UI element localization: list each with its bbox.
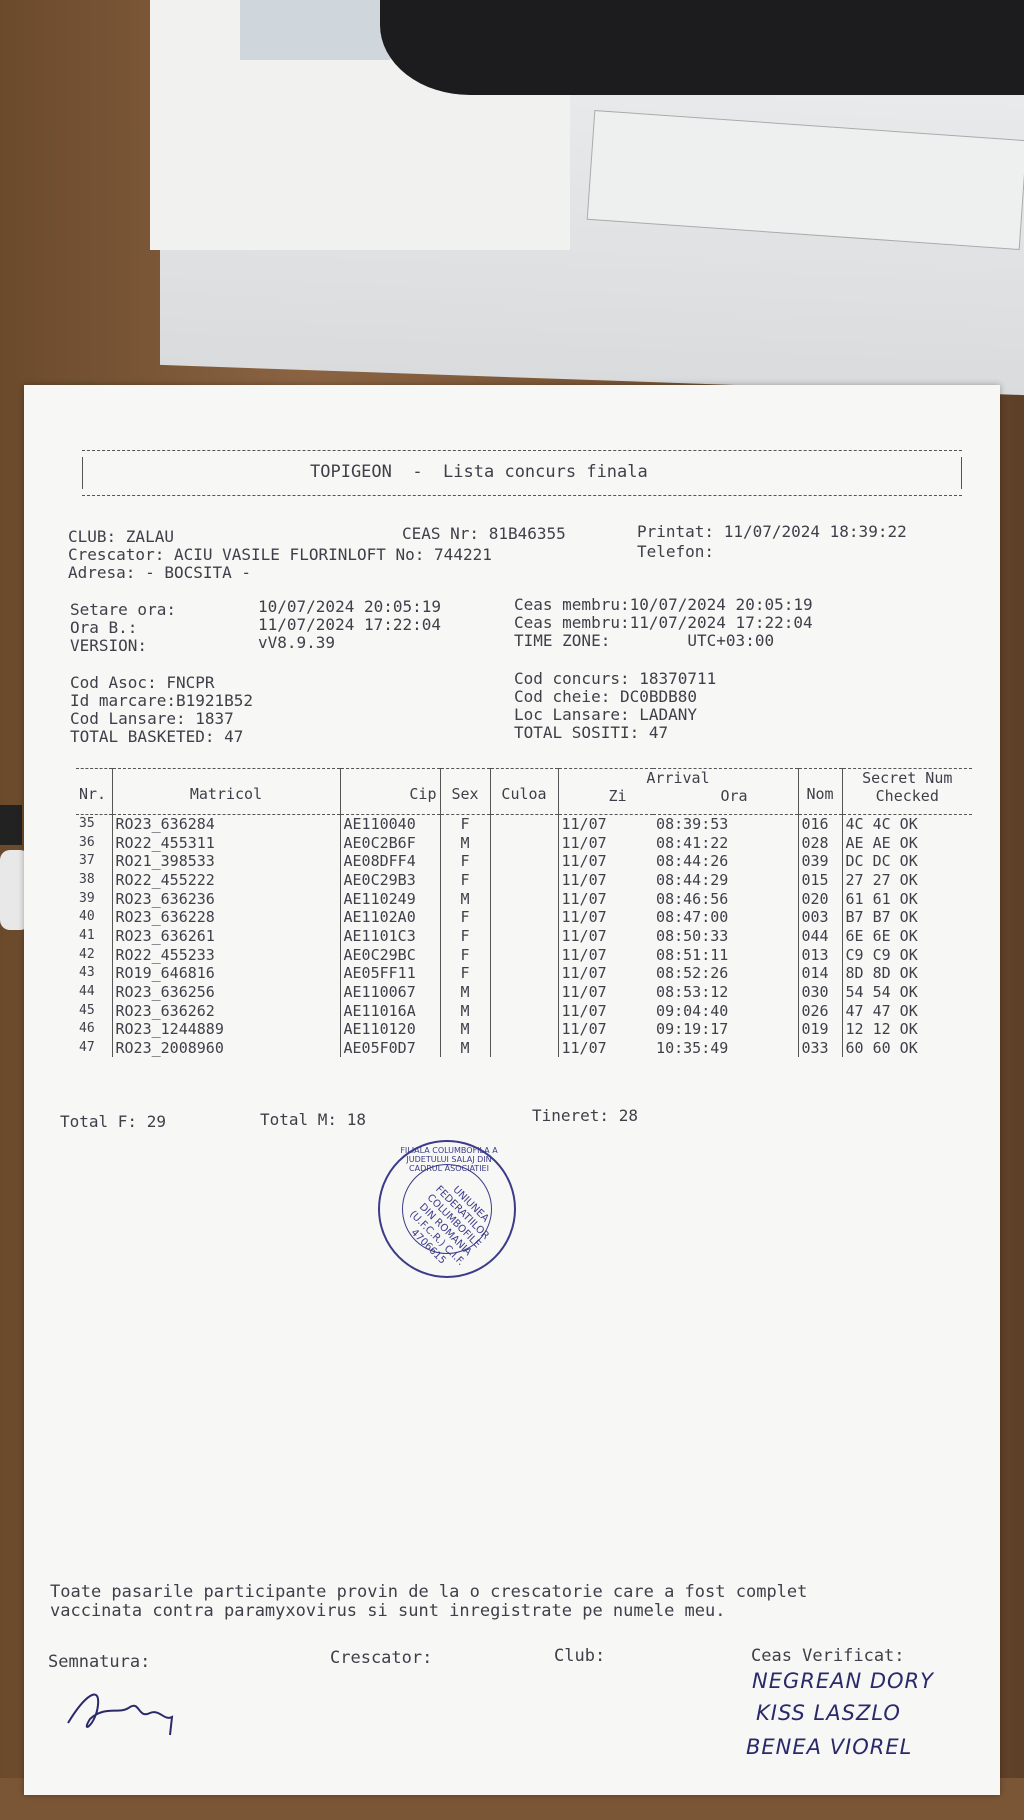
table-row — [76, 983, 972, 1002]
address: Adresa: - BOCSITA - — [68, 563, 252, 582]
table-row — [76, 833, 972, 852]
verifier-3: BENEA VIOREL — [746, 1735, 913, 1759]
results-table — [76, 768, 972, 1057]
cell-nom: 044 — [798, 927, 842, 946]
cell-culoa — [490, 889, 558, 908]
cell-culoa — [490, 908, 558, 927]
cell-nom: 019 — [798, 1020, 842, 1039]
cell-sex: F — [440, 964, 490, 983]
table-row — [76, 815, 972, 834]
cell-nom: 003 — [798, 908, 842, 927]
cell-nr: 41 — [79, 927, 95, 943]
cell-nr: 35 — [79, 816, 95, 832]
cell-nr: 42 — [79, 946, 95, 962]
cell-cip: AE11016A — [340, 1001, 440, 1020]
cell-matricol: RO22_455233 — [112, 945, 340, 964]
cell-secret: 60 60 OK — [842, 1039, 972, 1058]
member-clock-1: Ceas membru:10/07/2024 20:05:19 — [514, 595, 813, 614]
cell-zi: 11/07 — [558, 1001, 653, 1020]
cell-sex: F — [440, 945, 490, 964]
cell-secret: 27 27 OK — [842, 871, 972, 890]
cell-zi: 11/07 — [558, 945, 653, 964]
cell-zi: 11/07 — [558, 815, 653, 834]
assoc-code: Cod Asoc: FNCPR — [70, 673, 215, 692]
table-header — [76, 769, 972, 815]
page-title: TOPIGEON - Lista concurs finala — [310, 462, 648, 482]
cell-ora: 08:44:29 — [656, 870, 729, 889]
secret-label: Secret Num — [862, 769, 953, 787]
cell-zi: 11/07 — [558, 889, 653, 908]
phone-label: Telefon: — [637, 542, 715, 561]
cell-nr: 36 — [79, 834, 95, 850]
table-row — [76, 889, 972, 908]
col-cip: Cip — [340, 769, 440, 815]
release-code: Cod Lansare: 1837 — [70, 709, 234, 728]
background-grid-sheet — [240, 0, 390, 60]
cell-secret: C9 C9 OK — [842, 945, 972, 964]
cell-matricol: RO22_455222 — [112, 871, 340, 890]
cell-sex: M — [440, 889, 490, 908]
cell-cip: AE05FF11 — [340, 964, 440, 983]
table-row — [76, 871, 972, 890]
cell-cip: AE08DFF4 — [340, 852, 440, 871]
race-code: Cod concurs: 18370711 — [514, 669, 717, 688]
cell-nr: 38 — [79, 871, 95, 887]
time-zone: TIME ZONE: UTC+03:00 — [514, 631, 775, 650]
cell-culoa — [490, 1001, 558, 1020]
black-folder — [380, 0, 1024, 95]
total-arrived: TOTAL SOSITI: 47 — [514, 723, 669, 742]
stamp-center-text: UNIUNEA FEDERATIILOR COLUMBOFILE DIN ROMANIA (U.F.C.R.) C.I.F. 4706615 — [407, 1184, 491, 1268]
col-sex: Sex — [440, 769, 490, 815]
setare-value: 10/07/2024 20:05:19 — [258, 597, 442, 616]
cell-ora: 08:53:12 — [656, 983, 729, 1002]
cell-sex: M — [440, 1001, 490, 1020]
cell-nr: 44 — [79, 984, 95, 1000]
verifier-1: NEGREAN DORY — [752, 1669, 934, 1693]
ora-b-label: Ora B.: — [70, 618, 138, 637]
breeder-name: Crescator: ACIU VASILE FLORINLOFT No: 744221 — [68, 545, 492, 564]
cell-matricol: RO23_636228 — [112, 908, 340, 927]
cell-ora: 08:44:26 — [656, 852, 729, 871]
cell-sex: M — [440, 1020, 490, 1039]
table-body — [76, 815, 972, 1058]
print-timestamp: Printat: 11/07/2024 18:39:22 — [637, 522, 907, 541]
cell-zi: 11/07 — [558, 983, 653, 1002]
col-nom: Nom — [798, 769, 842, 815]
table-row — [76, 1020, 972, 1039]
cell-matricol: RO23_636236 — [112, 889, 340, 908]
cell-secret: 4C 4C OK — [842, 815, 972, 834]
cell-zi: 11/07 — [558, 833, 653, 852]
cell-ora: 08:47:00 — [656, 908, 729, 927]
cell-secret: 47 47 OK — [842, 1001, 972, 1020]
cell-sex: F — [440, 927, 490, 946]
cell-cip: AE0C29BC — [340, 945, 440, 964]
checked-label: Checked — [875, 787, 939, 805]
cell-sex: M — [440, 1039, 490, 1058]
signature-scribble — [60, 1675, 190, 1745]
cell-culoa — [490, 833, 558, 852]
cell-ora: 09:19:17 — [656, 1020, 729, 1039]
cell-matricol: RO23_636256 — [112, 983, 340, 1002]
total-male: Total M: 18 — [260, 1110, 366, 1129]
table-row — [76, 964, 972, 983]
cell-matricol: RO23_636284 — [112, 815, 340, 834]
cell-sex: F — [440, 852, 490, 871]
club-name: CLUB: ZALAU — [68, 527, 174, 546]
cell-nr: 43 — [79, 965, 95, 981]
release-location: Loc Lansare: LADANY — [514, 705, 698, 724]
cell-secret: DC DC OK — [842, 852, 972, 871]
table-row — [76, 1001, 972, 1020]
verifier-2: KISS LASZLO — [756, 1701, 901, 1725]
breeder-label: Crescator: — [330, 1648, 433, 1668]
clock-verified-label: Ceas Verificat: — [751, 1646, 905, 1666]
cell-ora: 10:35:49 — [656, 1039, 729, 1058]
cell-nom: 030 — [798, 983, 842, 1002]
cell-culoa — [490, 1039, 558, 1058]
signature-label: Semnatura: — [48, 1652, 151, 1672]
cell-ora: 08:50:33 — [656, 926, 729, 945]
cell-matricol: RO21_398533 — [112, 852, 340, 871]
marking-id: Id marcare:B1921B52 — [70, 691, 254, 710]
cell-secret: AE AE OK — [842, 833, 972, 852]
cell-matricol: RO23_2008960 — [112, 1039, 340, 1058]
club-label: Club: — [554, 1646, 606, 1666]
stamp-ring-text: FILIALA COLUMBOFILA A JUDETULUI SALAJ DIN CADRUL ASOCIATIEI — [400, 1146, 498, 1173]
table-row — [76, 927, 972, 946]
cell-sex: M — [440, 833, 490, 852]
arrival-subheaders — [562, 787, 795, 805]
table-row — [76, 852, 972, 871]
version-value: vV8.9.39 — [258, 633, 336, 652]
cell-matricol: RO22_455311 — [112, 833, 340, 852]
col-culoa: Culoa — [490, 769, 558, 815]
cell-culoa — [490, 945, 558, 964]
ora-b-value: 11/07/2024 17:22:04 — [258, 615, 442, 634]
cell-zi: 11/07 — [558, 852, 653, 871]
cell-secret: 54 54 OK — [842, 983, 972, 1002]
cell-cip: AE1102A0 — [340, 908, 440, 927]
cell-nom: 039 — [798, 852, 842, 871]
version-label: VERSION: — [70, 636, 148, 655]
cell-ora: 08:46:56 — [656, 889, 729, 908]
cell-secret: 61 61 OK — [842, 889, 972, 908]
total-female: Total F: 29 — [60, 1112, 166, 1131]
cell-cip: AE0C29B3 — [340, 871, 440, 890]
cell-nom: 016 — [798, 815, 842, 834]
cell-cip: AE110120 — [340, 1020, 440, 1039]
association-stamp — [378, 1140, 516, 1278]
col-ora: Ora — [720, 787, 748, 805]
cell-cip: AE05F0D7 — [340, 1039, 440, 1058]
col-secret — [842, 769, 972, 815]
cell-nr: 37 — [79, 853, 95, 869]
cell-cip: AE110249 — [340, 889, 440, 908]
cell-culoa — [490, 927, 558, 946]
cell-zi: 11/07 — [558, 927, 653, 946]
cell-nom: 028 — [798, 833, 842, 852]
cell-ora: 08:41:22 — [656, 833, 729, 852]
cell-zi: 11/07 — [558, 871, 653, 890]
cell-zi: 11/07 — [558, 964, 653, 983]
col-nr: Nr. — [76, 769, 112, 815]
col-matricol: Matricol — [112, 769, 340, 815]
cell-ora: 09:04:40 — [656, 1001, 729, 1020]
youth-total: Tineret: 28 — [532, 1106, 638, 1125]
cell-ora: 08:51:11 — [656, 945, 729, 964]
cell-cip: AE110040 — [340, 815, 440, 834]
cell-matricol: RO23_636262 — [112, 1001, 340, 1020]
cell-zi: 11/07 — [558, 1039, 653, 1058]
cell-secret: B7 B7 OK — [842, 908, 972, 927]
cell-secret: 6E 6E OK — [842, 927, 972, 946]
table-row — [76, 945, 972, 964]
cell-sex: F — [440, 871, 490, 890]
setare-label: Setare ora: — [70, 600, 176, 619]
member-clock-2: Ceas membru:11/07/2024 17:22:04 — [514, 613, 813, 632]
cell-culoa — [490, 1020, 558, 1039]
cell-nom: 020 — [798, 889, 842, 908]
cell-culoa — [490, 852, 558, 871]
cell-cip: AE0C2B6F — [340, 833, 440, 852]
cell-nr: 47 — [79, 1040, 95, 1056]
cell-nom: 013 — [798, 945, 842, 964]
cell-culoa — [490, 815, 558, 834]
cell-nom: 015 — [798, 871, 842, 890]
cell-zi: 11/07 — [558, 1020, 653, 1039]
cell-matricol: RO23_1244889 — [112, 1020, 340, 1039]
table-row — [76, 908, 972, 927]
cell-secret: 8D 8D OK — [842, 964, 972, 983]
cell-culoa — [490, 983, 558, 1002]
arrival-label: Arrival — [646, 769, 710, 787]
total-basketed: TOTAL BASKETED: 47 — [70, 727, 244, 746]
col-zi: Zi — [608, 787, 627, 805]
cell-cip: AE1101C3 — [340, 927, 440, 946]
cell-nr: 46 — [79, 1021, 95, 1037]
cell-nom: 026 — [798, 1001, 842, 1020]
cell-nr: 40 — [79, 909, 95, 925]
cell-nr: 39 — [79, 890, 95, 906]
cell-culoa — [490, 871, 558, 890]
cell-secret: 12 12 OK — [842, 1020, 972, 1039]
cell-culoa — [490, 964, 558, 983]
declaration-line-1: Toate pasarile participante provin de la o crescatorie care a fost complet — [50, 1582, 808, 1602]
cell-nr: 45 — [79, 1002, 95, 1018]
cell-ora: 08:39:53 — [656, 815, 729, 834]
clock-number: CEAS Nr: 81B46355 — [402, 524, 566, 543]
black-cable — [0, 805, 22, 845]
cell-sex: F — [440, 815, 490, 834]
results-sheet — [24, 385, 1000, 1795]
key-code: Cod cheie: DC0BDB80 — [514, 687, 698, 706]
declaration-line-2: vaccinata contra paramyxovirus si sunt inregistrate pe numele meu. — [50, 1601, 726, 1621]
table-row — [76, 1039, 972, 1058]
cell-nom: 014 — [798, 964, 842, 983]
col-arrival — [558, 769, 798, 815]
cell-cip: AE110067 — [340, 983, 440, 1002]
cell-matricol: RO19_646816 — [112, 964, 340, 983]
cell-sex: M — [440, 983, 490, 1002]
cell-matricol: RO23_636261 — [112, 927, 340, 946]
cell-ora: 08:52:26 — [656, 964, 729, 983]
cell-zi: 11/07 — [558, 908, 653, 927]
cell-nom: 033 — [798, 1039, 842, 1058]
cell-sex: F — [440, 908, 490, 927]
